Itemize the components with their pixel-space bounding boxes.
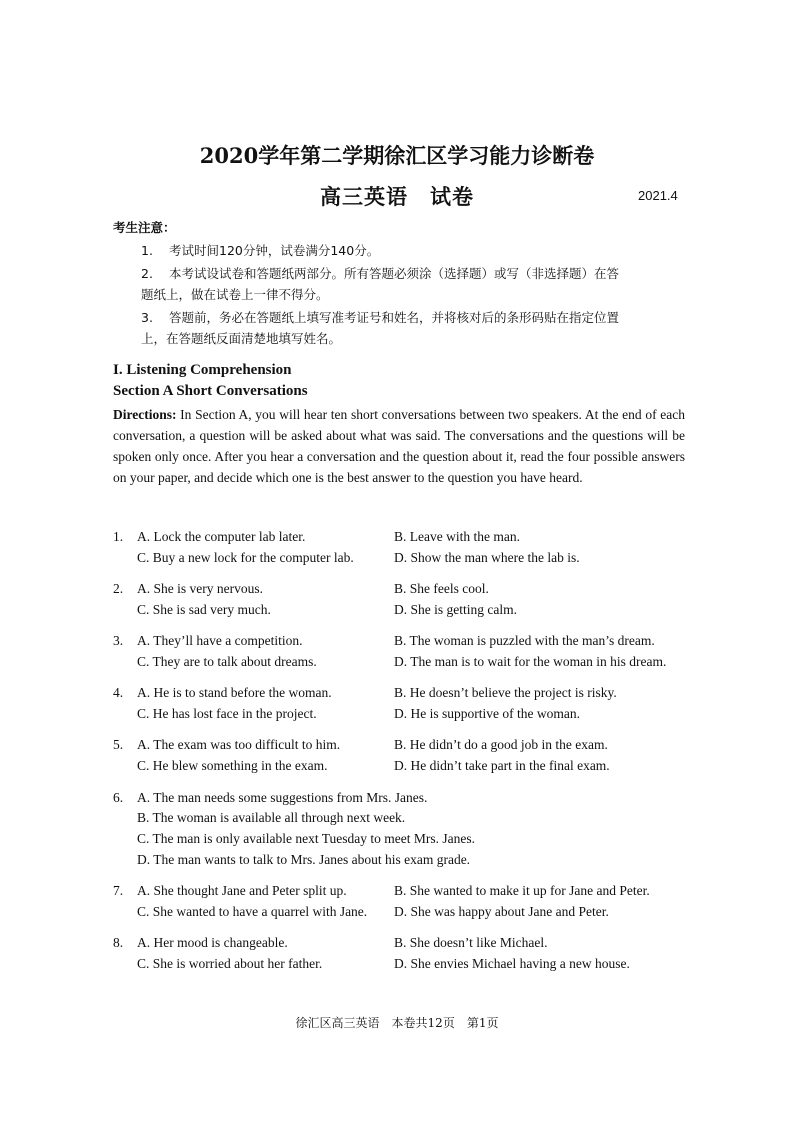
option-a: A. The man needs some suggestions from Mrs. Janes. <box>137 790 428 805</box>
subject-label: 高三英语 <box>320 184 408 209</box>
option-c: C. Buy a new lock for the computer lab. <box>137 550 354 565</box>
question-item <box>113 932 693 974</box>
option-c: C. He blew something in the exam. <box>137 758 328 773</box>
option-c: C. She wanted to have a quarrel with Jane. <box>137 904 368 919</box>
option-a: A. Lock the computer lab later. <box>137 529 306 544</box>
option-c: C. She is sad very much. <box>137 602 271 617</box>
option-d: D. He didn’t take part in the final exam. <box>394 758 610 773</box>
directions-label: Directions: <box>113 407 177 422</box>
option-a: A. The exam was too difficult to him. <box>137 737 341 752</box>
question-number: 2. <box>113 581 124 596</box>
exam-date: 2021.4 <box>638 188 678 203</box>
question-item <box>113 578 693 620</box>
option-a: A. They’ll have a competition. <box>137 633 303 648</box>
option-a: A. He is to stand before the woman. <box>137 685 332 700</box>
question-number: 6. <box>113 790 124 805</box>
option-d: D. Show the man where the lab is. <box>394 550 580 565</box>
option-a: A. Her mood is changeable. <box>137 935 288 950</box>
option-b: B. He doesn’t believe the project is risky. <box>394 685 617 700</box>
option-b: B. The woman is available all through next week. <box>137 810 406 825</box>
section-title: Section A Short Conversations <box>113 383 308 399</box>
notice-item <box>113 307 685 349</box>
candidate-notice <box>113 217 685 349</box>
question-number: 5. <box>113 737 124 752</box>
option-a: A. She is very nervous. <box>137 581 263 596</box>
notice-item-continuation: 上，在答题纸反面清楚地填写姓名。 <box>141 331 342 346</box>
option-d: D. She was happy about Jane and Peter. <box>394 904 609 919</box>
notice-item-text: 答题前，务必在答题纸上填写准考证号和姓名，并将核对后的条形码贴在指定位置 <box>169 310 620 325</box>
option-c: C. She is worried about her father. <box>137 956 323 971</box>
option-b: B. She wanted to make it up for Jane and Peter. <box>394 883 650 898</box>
question-item <box>113 734 693 776</box>
option-c: C. The man is only available next Tuesday to meet Mrs. Janes. <box>137 831 475 846</box>
option-d: D. She is getting calm. <box>394 602 517 617</box>
notice-item <box>113 240 685 261</box>
question-item <box>113 630 693 672</box>
option-b: B. The woman is puzzled with the man’s dream. <box>394 633 655 648</box>
option-b: B. She doesn’t like Michael. <box>394 935 548 950</box>
option-d: D. He is supportive of the woman. <box>394 706 580 721</box>
notice-item-number: 2. <box>141 266 153 281</box>
option-c: C. He has lost face in the project. <box>137 706 317 721</box>
question-number: 4. <box>113 685 124 700</box>
option-b: B. Leave with the man. <box>394 529 520 544</box>
option-d: D. The man is to wait for the woman in his dream. <box>394 654 667 669</box>
section-directions <box>113 404 685 488</box>
option-d: D. She envies Michael having a new house. <box>394 956 630 971</box>
notice-item-text: 本考试设试卷和答题纸两部分。所有答题必须涂（选择题）或写（非选择题）在答 <box>169 266 620 281</box>
question-item <box>113 526 693 568</box>
question-number: 7. <box>113 883 124 898</box>
option-c: C. They are to talk about dreams. <box>137 654 317 669</box>
page-footer: 徐汇区高三英语 本卷共12页 第1页 <box>295 1016 499 1030</box>
option-b: B. He didn’t do a good job in the exam. <box>394 737 608 752</box>
question-item <box>113 682 693 724</box>
question-item <box>113 880 693 922</box>
directions-text: In Section A, you will hear ten short conversations between two speakers. At the end of each conversation, a question will be asked about what was said. The conversations and the questions will be spoken only once. After you hear a conversation and the question about it, read the four possible answers on your paper, and decide which one is the best answer to the question you have heard. <box>113 407 685 485</box>
paper-label: 试卷 <box>430 184 474 209</box>
question-item <box>113 787 693 871</box>
exam-title: 2020学年第二学期徐汇区学习能力诊断卷 <box>199 143 595 168</box>
option-b: B. She feels cool. <box>394 581 489 596</box>
question-number: 8. <box>113 935 124 950</box>
notice-heading: 考生注意： <box>113 220 176 235</box>
notice-item-continuation: 题纸上，做在试卷上一律不得分。 <box>141 287 329 302</box>
notice-item-number: 3. <box>141 310 153 325</box>
notice-item <box>113 263 685 305</box>
option-a: A. She thought Jane and Peter split up. <box>137 883 347 898</box>
notice-item-text: 考试时间120分钟，试卷满分140分。 <box>169 243 380 258</box>
question-number: 1. <box>113 529 124 544</box>
notice-item-number: 1. <box>141 243 153 258</box>
part-title: I. Listening Comprehension <box>113 362 292 378</box>
question-number: 3. <box>113 633 124 648</box>
option-d: D. The man wants to talk to Mrs. Janes about his exam grade. <box>137 852 471 867</box>
